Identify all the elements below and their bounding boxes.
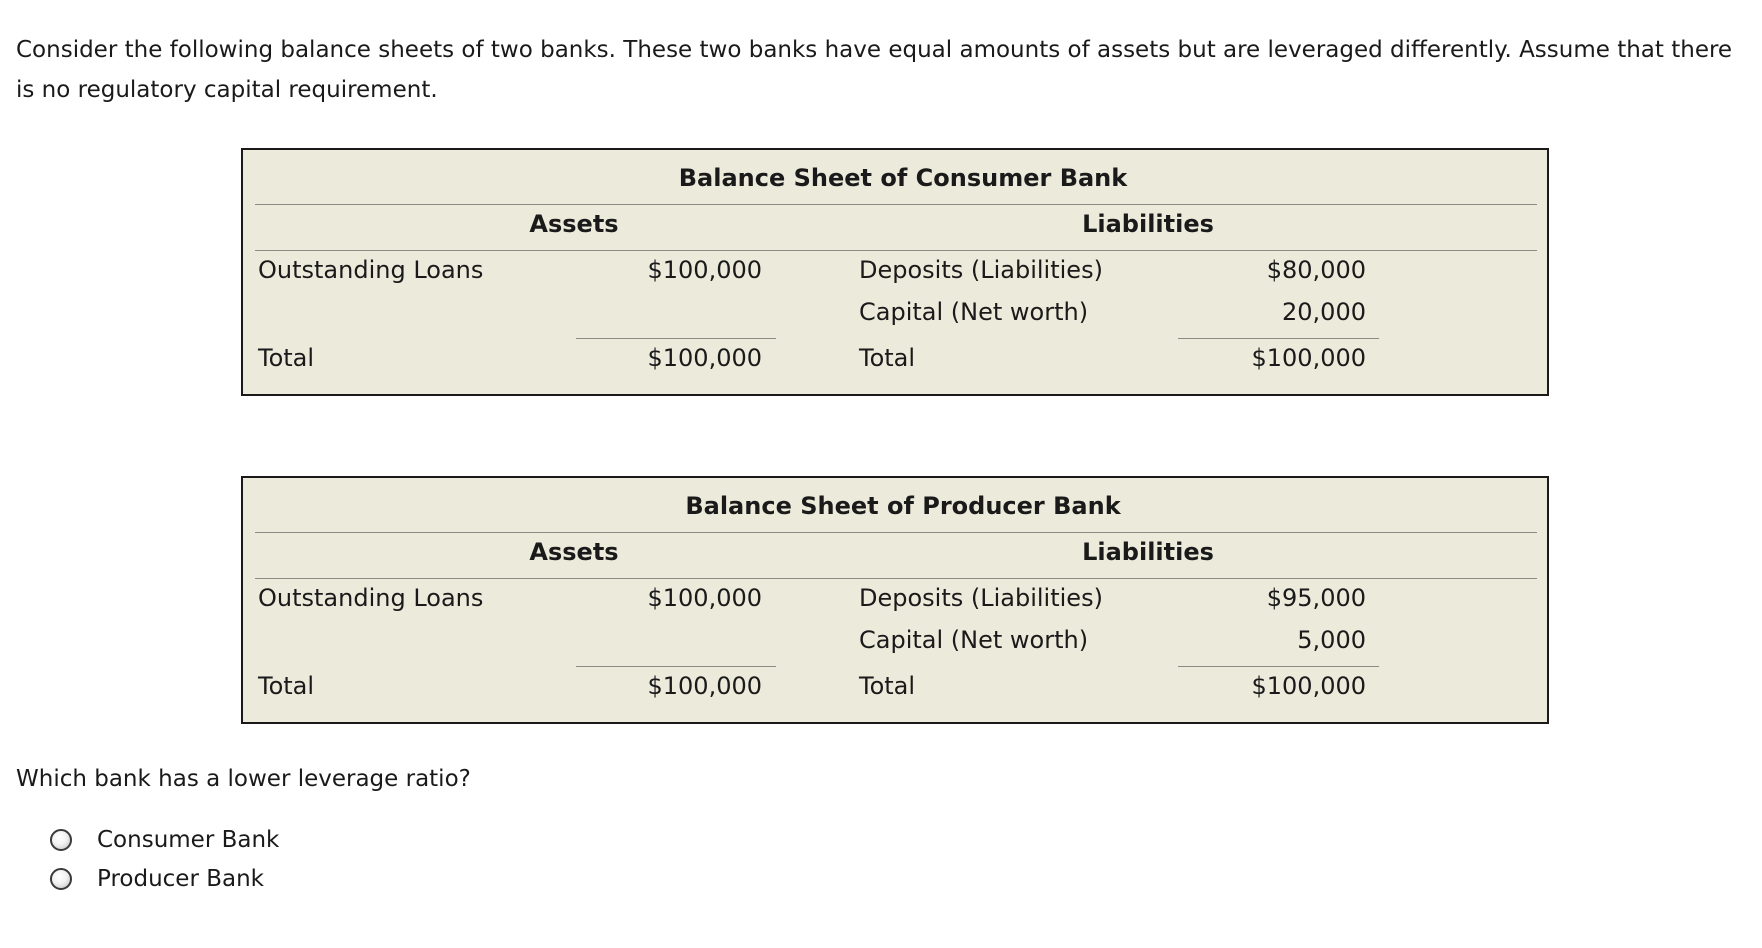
assets-total-value: $100,000 bbox=[647, 344, 762, 372]
deposits-label: Deposits (Liabilities) bbox=[859, 256, 1103, 284]
divider bbox=[255, 578, 1537, 579]
option-consumer-bank[interactable] bbox=[50, 827, 279, 853]
outstanding-loans-label: Outstanding Loans bbox=[258, 256, 484, 284]
capital-value: 20,000 bbox=[1282, 298, 1366, 326]
outstanding-loans-label: Outstanding Loans bbox=[258, 584, 484, 612]
assets-sum-rule bbox=[576, 338, 776, 339]
divider bbox=[255, 204, 1537, 205]
assets-total-label: Total bbox=[258, 344, 315, 372]
capital-label: Capital (Net worth) bbox=[859, 298, 1089, 326]
assets-header: Assets bbox=[529, 210, 619, 238]
assets-total-value: $100,000 bbox=[647, 672, 762, 700]
radio-button[interactable] bbox=[50, 868, 72, 890]
outstanding-loans-value: $100,000 bbox=[647, 584, 762, 612]
balance-sheet-consumer-bank bbox=[241, 148, 1549, 396]
option-producer-bank[interactable] bbox=[50, 866, 264, 892]
intro-paragraph: Consider the following balance sheets of two banks. These two banks have equal amounts of assets but are leveraged differently. Assume that there is no regulatory capital requirement. bbox=[16, 37, 1733, 103]
liabilities-total-label: Total bbox=[859, 672, 916, 700]
assets-header: Assets bbox=[529, 538, 619, 566]
liabilities-header: Liabilities bbox=[1082, 538, 1214, 566]
sheet-title: Balance Sheet of Producer Bank bbox=[685, 492, 1121, 520]
assets-sum-rule bbox=[576, 666, 776, 667]
question-text: Which bank has a lower leverage ratio? bbox=[16, 766, 471, 792]
deposits-value: $95,000 bbox=[1266, 584, 1366, 612]
divider bbox=[255, 250, 1537, 251]
capital-label: Capital (Net worth) bbox=[859, 626, 1089, 654]
outstanding-loans-value: $100,000 bbox=[647, 256, 762, 284]
liabilities-sum-rule bbox=[1178, 666, 1379, 667]
radio-button[interactable] bbox=[50, 829, 72, 851]
divider bbox=[255, 532, 1537, 533]
capital-value: 5,000 bbox=[1297, 626, 1366, 654]
liabilities-total-value: $100,000 bbox=[1251, 672, 1366, 700]
balance-sheet-producer-bank bbox=[241, 476, 1549, 724]
deposits-label: Deposits (Liabilities) bbox=[859, 584, 1103, 612]
liabilities-sum-rule bbox=[1178, 338, 1379, 339]
assets-total-label: Total bbox=[258, 672, 315, 700]
deposits-value: $80,000 bbox=[1266, 256, 1366, 284]
option-label: Consumer Bank bbox=[97, 827, 280, 853]
option-label: Producer Bank bbox=[97, 866, 264, 892]
liabilities-total-label: Total bbox=[859, 344, 916, 372]
liabilities-total-value: $100,000 bbox=[1251, 344, 1366, 372]
liabilities-header: Liabilities bbox=[1082, 210, 1214, 238]
sheet-title: Balance Sheet of Consumer Bank bbox=[678, 164, 1128, 192]
